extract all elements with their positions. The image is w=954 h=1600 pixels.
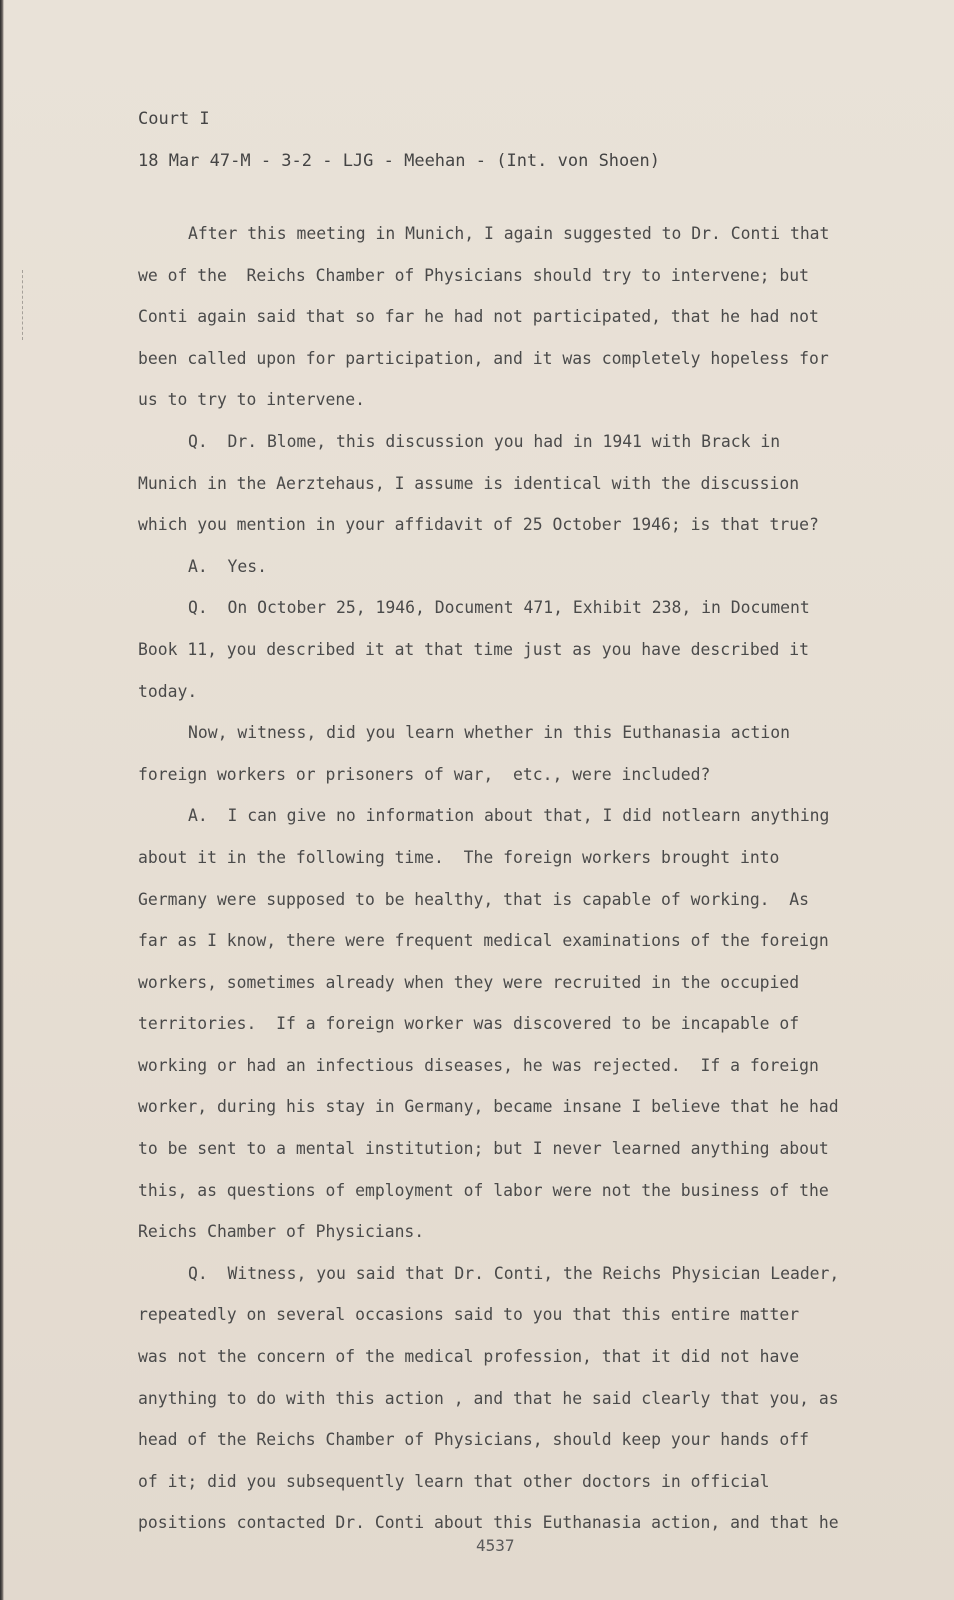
text-line: A. I can give no information about that, I did notlearn anything — [188, 806, 830, 826]
page-left-edge — [0, 0, 4, 1600]
text-line: Q. On October 25, 1946, Document 471, Exhibit 238, in Document — [188, 598, 810, 618]
text-line: of it; did you subsequently learn that other doctors in official — [138, 1471, 770, 1491]
text-line: Book 11, you described it at that time just as you have described it — [138, 639, 810, 659]
text-line: A. Yes. — [188, 556, 267, 576]
text-line: Conti again said that so far he had not participated, that he had not — [138, 307, 819, 327]
text-line: Now, witness, did you learn whether in this Euthanasia action — [188, 723, 790, 743]
text-line: Reichs Chamber of Physicians. — [138, 1222, 425, 1242]
transcript-body — [138, 213, 878, 1544]
text-line: positions contacted Dr. Conti about this Euthanasia action, and that he — [138, 1513, 839, 1533]
page-number: 4537 — [476, 1536, 515, 1555]
text-line: which you mention in your affidavit of 25 October 1946; is that true? — [138, 515, 819, 535]
text-line: today. — [138, 681, 198, 701]
document-header — [138, 98, 660, 182]
text-line: worker, during his stay in Germany, became insane I believe that he had — [138, 1097, 839, 1117]
text-line: After this meeting in Munich, I again suggested to Dr. Conti that — [188, 224, 830, 243]
text-line: far as I know, there were frequent medical examinations of the foreign — [138, 931, 829, 951]
text-line: to be sent to a mental institution; but I never learned anything about — [138, 1139, 829, 1159]
text-line: about it in the following time. The foreign workers brought into — [138, 847, 780, 867]
text-line: anything to do with this action , and that he said clearly that you, as — [138, 1388, 839, 1408]
text-line: been called upon for participation, and it was completely hopeless for — [138, 348, 829, 368]
session-line: 18 Mar 47-M - 3-2 - LJG - Meehan - (Int. von Shoen) — [138, 151, 660, 171]
text-line: territories. If a foreign worker was discovered to be incapable of — [138, 1014, 800, 1034]
margin-marks — [22, 270, 35, 340]
text-line: foreign workers or prisoners of war, etc., were included? — [138, 764, 711, 784]
text-line: workers, sometimes already when they were recruited in the occupied — [138, 972, 800, 992]
text-line: we of the Reichs Chamber of Physicians should try to intervene; but — [138, 265, 810, 285]
text-line: Munich in the Aerztehaus, I assume is identical with the discussion — [138, 473, 800, 493]
text-line: was not the concern of the medical profession, that it did not have — [138, 1347, 800, 1367]
text-line: Germany were supposed to be healthy, that is capable of working. As — [138, 889, 810, 909]
text-line: Q. Dr. Blome, this discussion you had in 1941 with Brack in — [188, 431, 781, 451]
text-line: this, as questions of employment of labor were not the business of the — [138, 1180, 829, 1200]
text-line: repeatedly on several occasions said to you that this entire matter — [138, 1305, 800, 1325]
court-label: Court I — [138, 109, 210, 129]
text-line: head of the Reichs Chamber of Physicians, should keep your hands off — [138, 1430, 810, 1450]
text-line: Q. Witness, you said that Dr. Conti, the Reichs Physician Leader, — [188, 1263, 840, 1283]
text-line: working or had an infectious diseases, he was rejected. If a foreign — [138, 1055, 819, 1075]
text-line: us to try to intervene. — [138, 390, 365, 410]
